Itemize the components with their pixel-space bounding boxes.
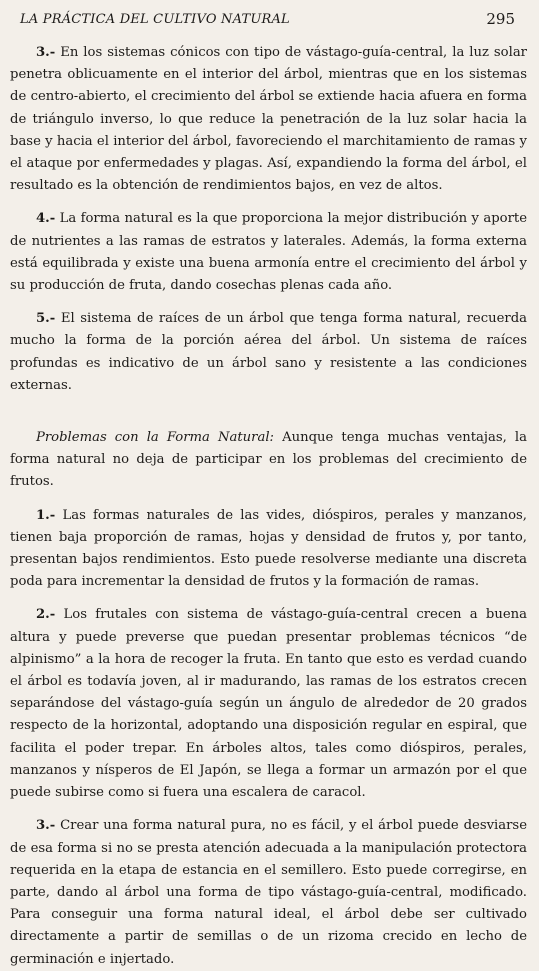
paragraph-number: 3.- [36, 45, 56, 60]
item-number: 3.- [36, 818, 56, 834]
item-text: Crear una forma natural pura, no es fácil, y el árbol puede desviarse de esa forma si no se presta atención adecuada a la manipulación protectora requerida en la etapa de estancia en el semillero. Esto puede corregirse, en parte, dando al árbol una forma de tipo vástago-guía-central, modificado. Para conseguir una forma natural ideal, el árbol debe ser cultivado directamente a partir de semillas o de un rizoma crecido en lecho de germinación e injertado. [10, 818, 527, 967]
paragraph-3 [10, 42, 527, 197]
section-lead: Problemas con la Forma Natural: [36, 430, 275, 446]
paragraph-5 [10, 308, 527, 397]
item-number: 1.- [36, 507, 56, 523]
page-body [10, 42, 529, 971]
paragraph-number: 5.- [36, 311, 56, 327]
item-number: 2.- [36, 607, 56, 623]
problem-item-1 [10, 505, 527, 594]
page-number: 295 [486, 10, 515, 28]
paragraph-number: 4.- [36, 211, 56, 227]
running-title: LA PRÁCTICA DEL CULTIVO NATURAL [20, 12, 290, 27]
paragraph-text: La forma natural es la que proporciona la mejor distribución y aporte de nutrientes a las ramas de estratos y laterales. Además, la forma externa está equilibrada y existe una buena armonía entre el crecimiento del árbol y su producción de fruta, dando cosechas plenas cada año. [10, 211, 527, 294]
paragraph-text: El sistema de raíces de un árbol que tenga forma natural, recuerda mucho la forma de la porción aérea del árbol. Un sistema de raíces profundas es indicativo de un árbol sano y resistente a las condiciones externas. [10, 311, 527, 393]
item-text: Las formas naturales de las vides, dióspiros, perales y manzanos, tienen baja proporción de ramas, hojas y densidad de frutos y, por tanto, presentan bajos rendimientos. Esto puede resolverse mediante una discreta poda para incrementar la densidad de frutos y la formación de ramas. [10, 507, 527, 590]
problem-item-2 [10, 604, 527, 804]
problem-item-3 [10, 815, 527, 970]
paragraph-4 [10, 208, 527, 297]
problems-intro [10, 427, 527, 494]
item-text: Los frutales con sistema de vástago-guía-central crecen a buena altura y puede preverse que puedan presentar problemas técnicos “de alpinismo” a la hora de recoger la fruta. En tanto que esto es verdad cuando el árbol es todavía joven, al ir madurando, las ramas de los estratos crecen separándose del vástago-guía según un ángulo de alrededor de 20 grados respecto de la horizontal, adoptando una disposición regular en espiral, que facilita el poder trepar. En árboles altos, tales como dióspiros, perales, manzanos y nísperos de El Japón, se llega a formar un armazón por el que puede subirse como si fuera una escalera de caracol. [10, 607, 527, 801]
paragraph-text: En los sistemas cónicos con tipo de vástago-guía-central, la luz solar penetra oblicuamente en el interior del árbol, mientras que en los sistemas de centro-abierto, el crecimiento del árbol se extiende hacia afuera en forma de triángulo inverso, lo que reduce la penetración de la luz solar hacia la base y hacia el interior del árbol, favoreciendo el marchitamiento de ramas y el ataque por enfermedades y plagas. Así, expandiendo la forma del árbol, el resultado es la obtención de rendimientos bajos, en vez de altos. [10, 45, 527, 194]
section-intro-text: Aunque tenga muchas ventajas, la forma natural no deja de participar en los problemas del crecimiento de frutos. [10, 430, 527, 490]
page-header [10, 6, 529, 30]
